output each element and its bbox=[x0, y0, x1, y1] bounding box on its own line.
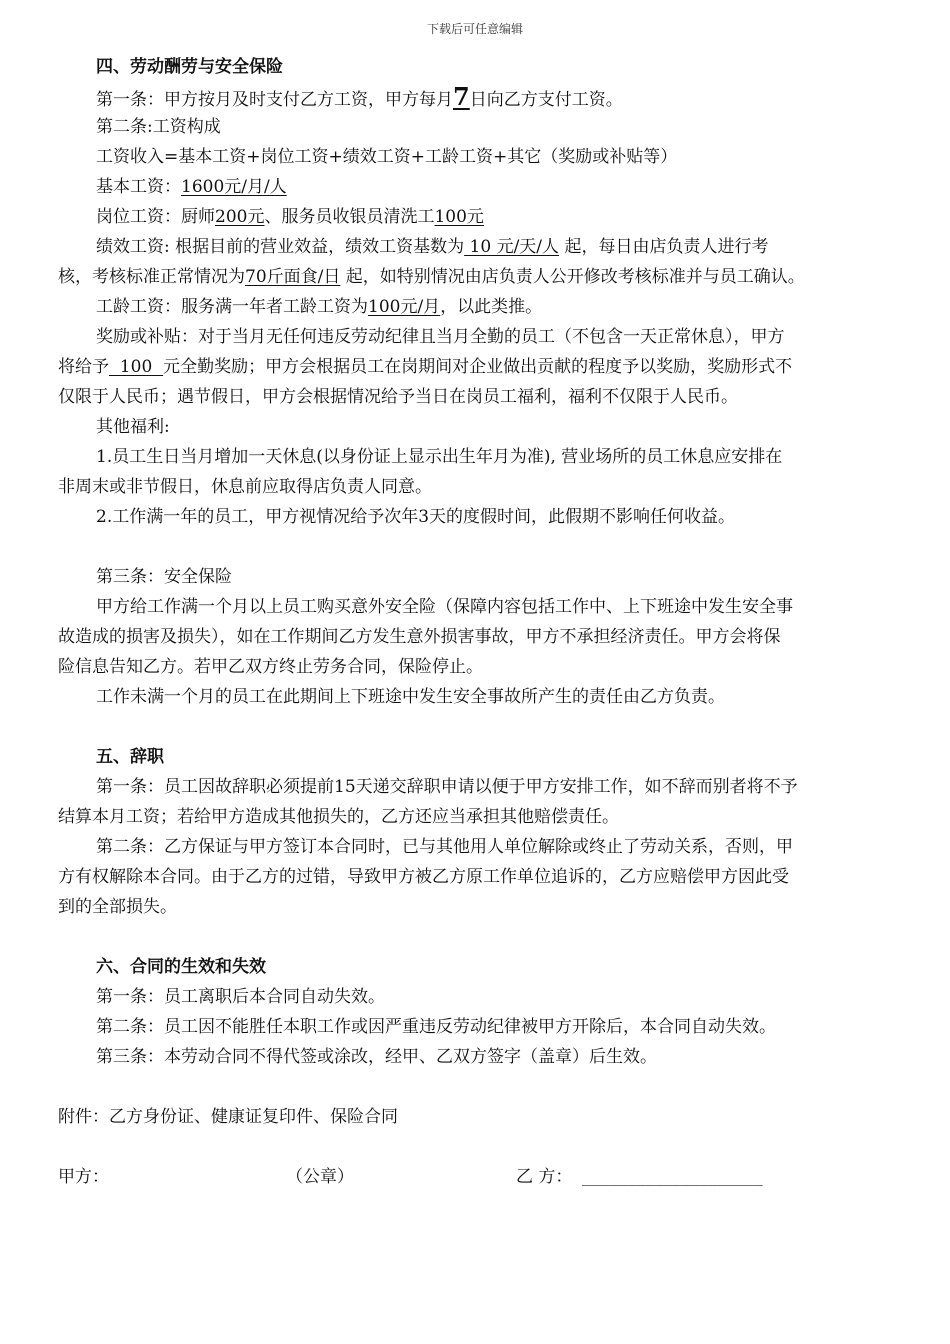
perf-wage-2: 核，考核标准正常情况为70斤面食/日 起，如特别情况由店负责人公开修改考核标准并与员工确认。 bbox=[58, 267, 805, 287]
s6-article-1: 第一条：员工离职后本合同自动失效。 bbox=[96, 987, 385, 1007]
basic-wage: 基本工资：1600元/月/人 bbox=[96, 177, 287, 197]
s4-article-2: 第二条:工资构成 bbox=[96, 117, 221, 137]
welfare-2: 2.工作满一年的员工，甲方视情况给予次年3天的度假时间，此假期不影响任何收益。 bbox=[96, 507, 736, 527]
party-a-label: 甲方： bbox=[58, 1167, 109, 1187]
insurance-1: 甲方给工作满一个月以上员工购买意外安全险（保障内容包括工作中、上下班途中发生安全事 bbox=[96, 597, 793, 617]
welfare-1b: 非周末或非节假日，休息前应取得店负责人同意。 bbox=[58, 477, 432, 497]
income-formula: 工资收入=基本工资+岗位工资+绩效工资+工龄工资+其它（奖励或补贴等） bbox=[96, 147, 678, 167]
page-header: 下载后可任意编辑 bbox=[426, 22, 523, 36]
post-wage: 岗位工资：厨师200元、服务员收银员清洗工100元 bbox=[96, 207, 484, 227]
seal-label: （公章） bbox=[286, 1167, 354, 1187]
party-b-signature-line: ____________________ bbox=[582, 1168, 763, 1186]
reward-3: 仅限于人民币；遇节假日，甲方会根据情况给予当日在岗员工福利，福利不仅限于人民币。 bbox=[58, 387, 738, 407]
pay-day: 7 bbox=[453, 82, 470, 111]
section-5-title: 五、辞职 bbox=[96, 747, 164, 767]
seniority-wage: 工龄工资：服务满一年者工龄工资为100元/月，以此类推。 bbox=[96, 297, 543, 317]
s6-article-2: 第二条：员工因不能胜任本职工作或因严重违反劳动纪律被甲方开除后，本合同自动失效。 bbox=[96, 1017, 776, 1037]
insurance-2: 故造成的损害及损失），如在工作期间乙方发生意外损害事故，甲方不承担经济责任。甲方会将保 bbox=[58, 627, 781, 647]
s5-article-2c: 到的全部损失。 bbox=[58, 897, 177, 917]
reward-2: 将给予 100 元全勤奖励；甲方会根据员工在岗期间对企业做出贡献的程度予以奖励，奖励形式不 bbox=[58, 357, 793, 377]
party-b-label: 乙 方： bbox=[516, 1167, 573, 1187]
s4-article-3: 第三条：安全保险 bbox=[96, 567, 232, 587]
s5-article-2a: 第二条：乙方保证与甲方签订本合同时，已与其他用人单位解除或终止了劳动关系，否则，甲 bbox=[96, 837, 793, 857]
contract-body bbox=[58, 52, 894, 1192]
signature-row bbox=[58, 1162, 894, 1192]
section-4-title: 四、劳动酬劳与安全保险 bbox=[96, 57, 283, 77]
perf-wage-1: 绩效工资: 根据目前的营业效益，绩效工资基数为 10 元/天/人 起，每日由店负责人进行考 bbox=[96, 237, 769, 257]
s5-article-1b: 结算本月工资；若给甲方造成其他损失的，乙方还应当承担其他赔偿责任。 bbox=[58, 807, 619, 827]
insurance-3: 险信息告知乙方。若甲乙双方终止劳务合同，保险停止。 bbox=[58, 657, 483, 677]
insurance-4: 工作未满一个月的员工在此期间上下班途中发生安全事故所产生的责任由乙方负责。 bbox=[96, 687, 725, 707]
s5-article-2b: 方有权解除本合同。由于乙方的过错，导致甲方被乙方原工作单位追诉的，乙方应赔偿甲方因此受 bbox=[58, 867, 789, 887]
welfare-1a: 1.员工生日当月增加一天休息(以身份证上显示出生年月为准), 营业场所的员工休息应安排在 bbox=[96, 447, 783, 467]
s5-article-1a: 第一条：员工因故辞职必须提前15天递交辞职申请以便于甲方安排工作，如不辞而别者将不予 bbox=[96, 777, 798, 797]
welfare-title: 其他福利: bbox=[96, 417, 170, 437]
attachment: 附件：乙方身份证、健康证复印件、保险合同 bbox=[58, 1107, 398, 1127]
reward-1: 奖励或补贴：对于当月无任何违反劳动纪律且当月全勤的员工（不包含一天正常休息），甲方 bbox=[96, 327, 785, 347]
s4-article-1: 第一条：甲方按月及时支付乙方工资，甲方每月7日向乙方支付工资。 bbox=[96, 82, 623, 111]
section-6-title: 六、合同的生效和失效 bbox=[96, 957, 266, 977]
s6-article-3: 第三条：本劳动合同不得代签或涂改，经甲、乙双方签字（盖章）后生效。 bbox=[96, 1047, 657, 1067]
